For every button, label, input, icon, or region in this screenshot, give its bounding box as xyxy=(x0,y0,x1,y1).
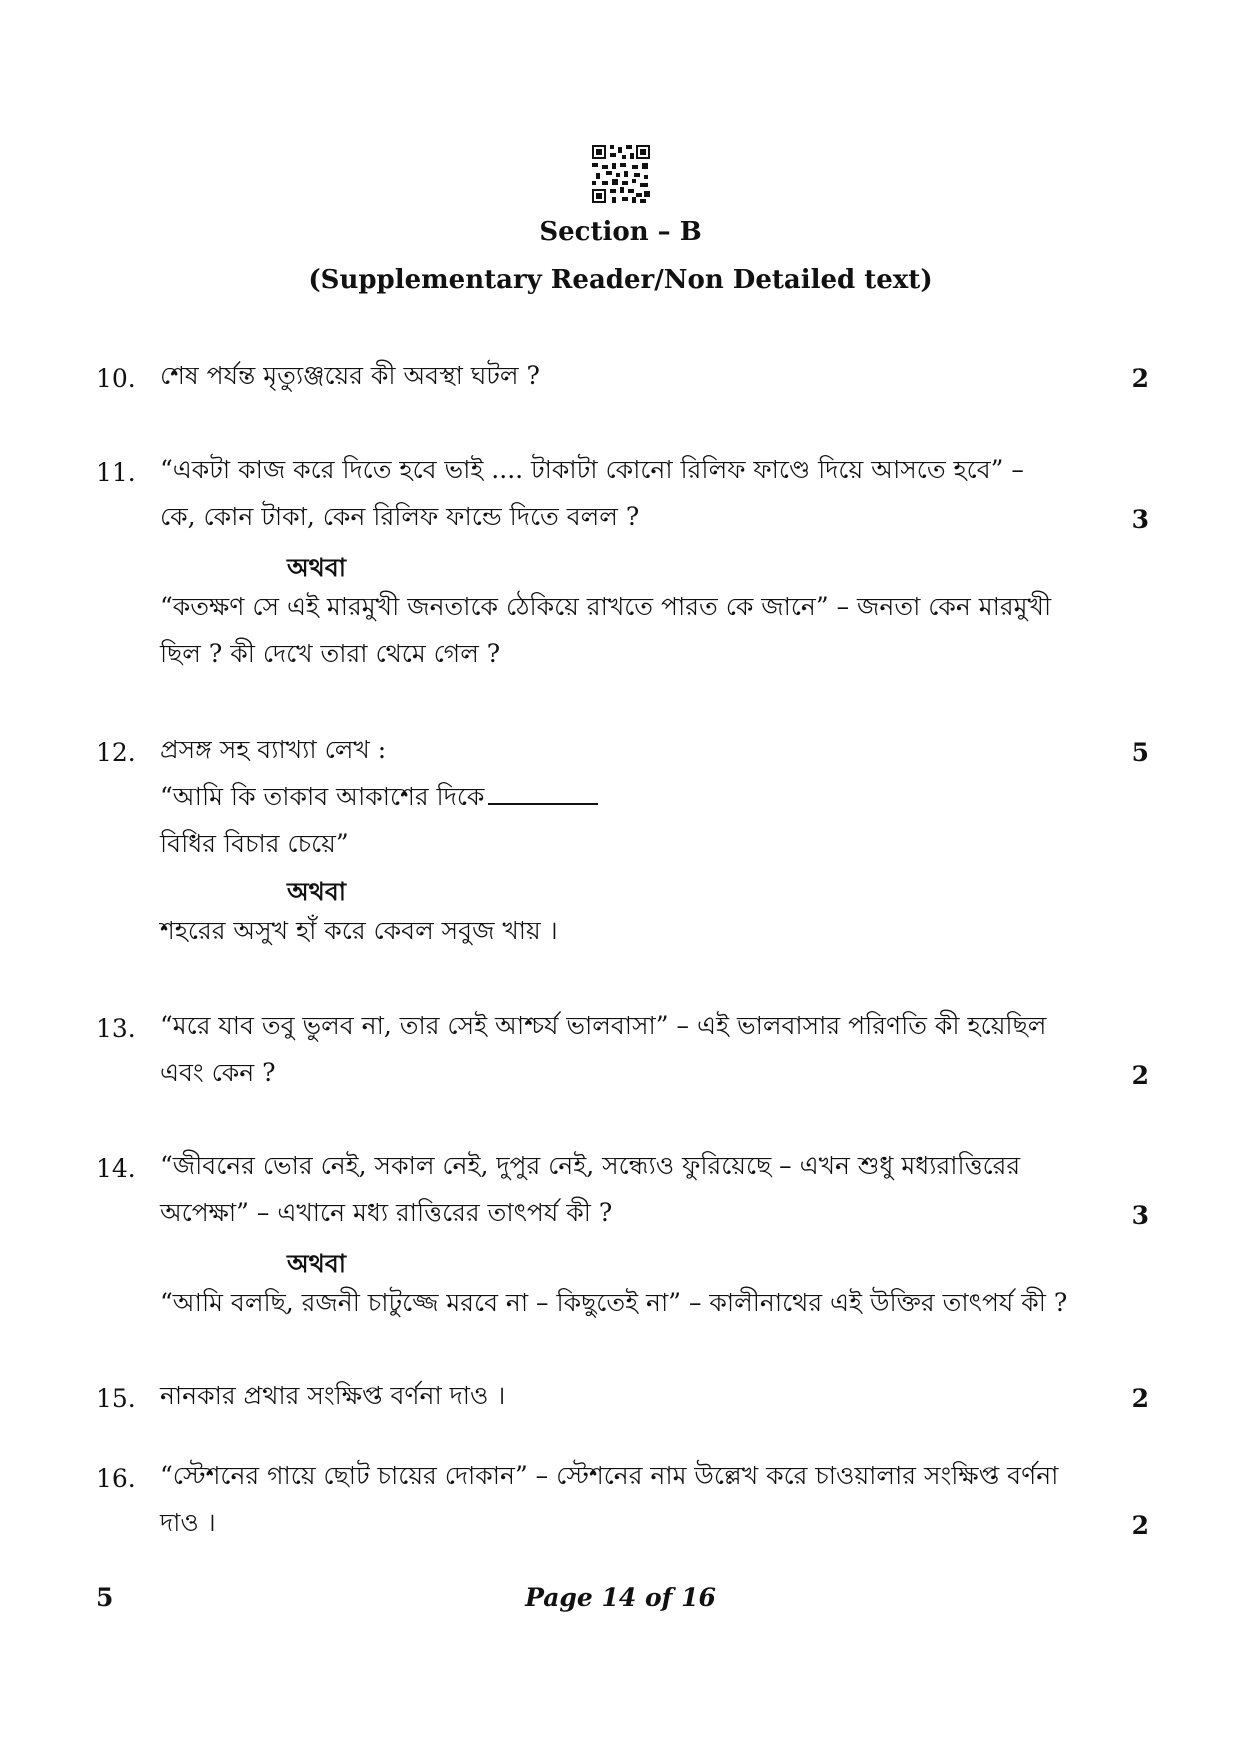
question-line: শেষ পর্যন্ত মৃত্যুঞ্জয়ের কী অবস্থা ঘটল ? xyxy=(160,361,540,390)
question-line: প্রসঙ্গ সহ ব্যাখ্যা লেখ : xyxy=(160,735,387,764)
or-label: অথবা xyxy=(287,553,347,582)
question-marks: 5 xyxy=(1131,738,1149,767)
qr-code-icon xyxy=(592,145,650,203)
question-line xyxy=(160,773,1090,820)
question-line: “কতক্ষণ সে এই মারমুখী জনতাকে ঠেকিয়ে রাখতে পারত কে জানে” – জনতা কেন মারমুখী xyxy=(160,592,1052,621)
question-line: ছিল ? কী দেখে তারা থেমে গেল ? xyxy=(160,639,501,668)
question-line: অপেক্ষা” – এখানে মধ্য রাত্তিরের তাৎপর্য কী ? xyxy=(160,1198,613,1227)
question-text xyxy=(160,352,1090,399)
question-marks: 2 xyxy=(1131,1511,1149,1540)
section-subtitle: (Supplementary Reader/Non Detailed text) xyxy=(308,265,933,295)
question-line: বিধির বিচার চেয়ে” xyxy=(160,829,349,858)
alternative-question-text xyxy=(160,583,1090,677)
question-marks: 3 xyxy=(1131,1201,1149,1230)
question-number: 16. xyxy=(96,1464,136,1493)
question-line: “একটা কাজ করে দিতে হবে ভাই .... টাকাটা কোনো রিলিফ ফাণ্ডে দিয়ে আসতে হবে” – xyxy=(160,455,1024,484)
alternative-question-text xyxy=(160,907,1090,954)
question-text xyxy=(160,1372,1090,1419)
or-label: অথবা xyxy=(287,877,347,906)
question-number: 14. xyxy=(96,1154,136,1183)
question-number: 13. xyxy=(96,1014,136,1043)
question-text xyxy=(160,1452,1090,1546)
or-label: অথবা xyxy=(287,1249,347,1278)
question-number: 11. xyxy=(96,458,136,487)
question-number: 15. xyxy=(96,1384,136,1413)
blank-line xyxy=(488,781,598,805)
alternative-question-text xyxy=(160,1279,1090,1326)
question-marks: 2 xyxy=(1131,1384,1149,1413)
question-text xyxy=(160,726,1090,867)
question-line: “আমি বলছি, রজনী চাটুজ্জে মরবে না – কিছুতেই না” – কালীনাথের এই উক্তির তাৎপর্য কী ? xyxy=(160,1288,1068,1317)
question-line: শহরের অসুখ হাঁ করে কেবল সবুজ খায় । xyxy=(160,916,558,945)
question-line: দাও । xyxy=(160,1508,216,1537)
question-number: 10. xyxy=(96,364,136,393)
quote-text: “আমি কি তাকাব আকাশের দিকে xyxy=(160,782,485,811)
question-marks: 3 xyxy=(1131,505,1149,534)
question-line: “জীবনের ভোর নেই, সকাল নেই, দুপুর নেই, সন্ধ্যেও ফুরিয়েছে – এখন শুধু মধ্যরাত্তিরের xyxy=(160,1151,1021,1180)
question-line: এবং কেন ? xyxy=(160,1058,276,1087)
question-text xyxy=(160,1002,1090,1096)
question-marks: 2 xyxy=(1131,1061,1149,1090)
question-line: নানকার প্রথার সংক্ষিপ্ত বর্ণনা দাও । xyxy=(160,1381,506,1410)
question-text xyxy=(160,446,1090,540)
paper-code: 5 xyxy=(96,1583,114,1612)
page-number: Page 14 of 16 xyxy=(525,1583,716,1612)
section-title: Section – B xyxy=(539,217,702,247)
question-line: “স্টেশনের গায়ে ছোট চায়ের দোকান” – স্টেশনের নাম উল্লেখ করে চাওয়ালার সংক্ষিপ্ত বর্ণনা xyxy=(160,1461,1059,1490)
question-text xyxy=(160,1142,1090,1236)
question-marks: 2 xyxy=(1131,364,1149,393)
question-line: “মরে যাব তবু ভুলব না, তার সেই আশ্চর্য ভালবাসা” – এই ভালবাসার পরিণতি কী হয়েছিল xyxy=(160,1011,1047,1040)
question-line: কে, কোন টাকা, কেন রিলিফ ফান্ডে দিতে বলল ? xyxy=(160,502,640,531)
question-number: 12. xyxy=(96,738,136,767)
